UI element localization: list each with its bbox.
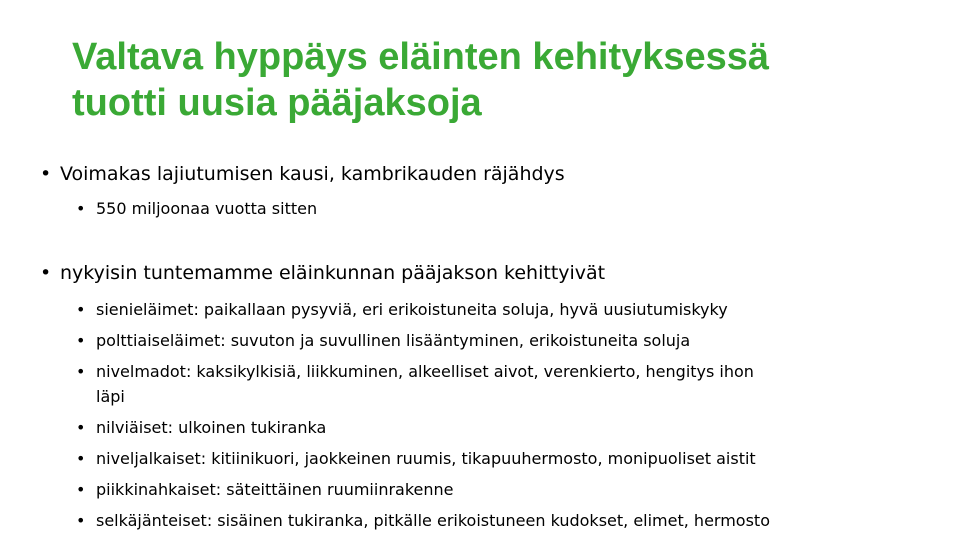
sub-bullet-text: nilviäiset: ulkoinen tukiranka <box>96 418 327 437</box>
sub-bullet-item <box>76 359 936 384</box>
bullet-marker: • <box>76 511 86 530</box>
sub-bullet-text: nivelmadot: kaksikylkisiä, liikkuminen, alkeelliset aivot, verenkierto, hengitys ihon <box>96 362 754 381</box>
sub-bullet-text: piikkinahkaiset: säteittäinen ruumiinrakenne <box>96 480 454 499</box>
sub-bullet-item <box>76 508 936 533</box>
sub-bullet-text: selkäjänteiset: sisäinen tukiranka, pitkälle erikoistuneen kudokset, elimet, hermosto <box>96 511 770 530</box>
sub-bullet-text: 550 miljoonaa vuotta sitten <box>96 199 318 218</box>
sub-bullet-text: niveljalkaiset: kitiinikuori, jaokkeinen ruumis, tikapuuhermosto, monipuoliset aistit <box>96 449 756 468</box>
bullet-item <box>40 260 920 286</box>
bullet-text: nykyisin tuntemamme eläinkunnan pääjakson kehittyivät <box>60 262 606 284</box>
bullet-item <box>40 161 920 187</box>
sub-bullet-item <box>76 328 936 353</box>
sub-bullet-text: polttiaiseläimet: suvuton ja suvullinen lisääntyminen, erikoistuneita soluja <box>96 331 691 350</box>
bullet-marker: • <box>76 418 86 437</box>
sub-bullet-text: läpi <box>96 387 125 406</box>
sub-bullet-item <box>76 196 936 221</box>
bullet-marker: • <box>40 163 52 185</box>
bullet-marker: • <box>40 262 52 284</box>
bullet-text: Voimakas lajiutumisen kausi, kambrikauden räjähdys <box>60 163 565 185</box>
bullet-marker: • <box>76 300 86 319</box>
bullet-marker: • <box>76 449 86 468</box>
sub-bullet-item <box>76 297 936 322</box>
bullet-marker: • <box>76 362 86 381</box>
slide-title-line-1: Valtava hyppäys eläinten kehityksessä <box>72 36 770 78</box>
sub-bullet-item <box>76 446 936 471</box>
bullet-marker: • <box>76 331 86 350</box>
sub-bullet-text: sienieläimet: paikallaan pysyviä, eri erikoistuneita soluja, hyvä uusiutumiskyky <box>96 300 728 319</box>
sub-bullet-continuation <box>76 384 936 409</box>
sub-bullet-item <box>76 477 936 502</box>
sub-bullet-item <box>76 415 936 440</box>
slide-title-line-2: tuotti uusia pääjaksoja <box>72 82 482 124</box>
bullet-marker: • <box>76 480 86 499</box>
bullet-marker: • <box>76 199 86 218</box>
